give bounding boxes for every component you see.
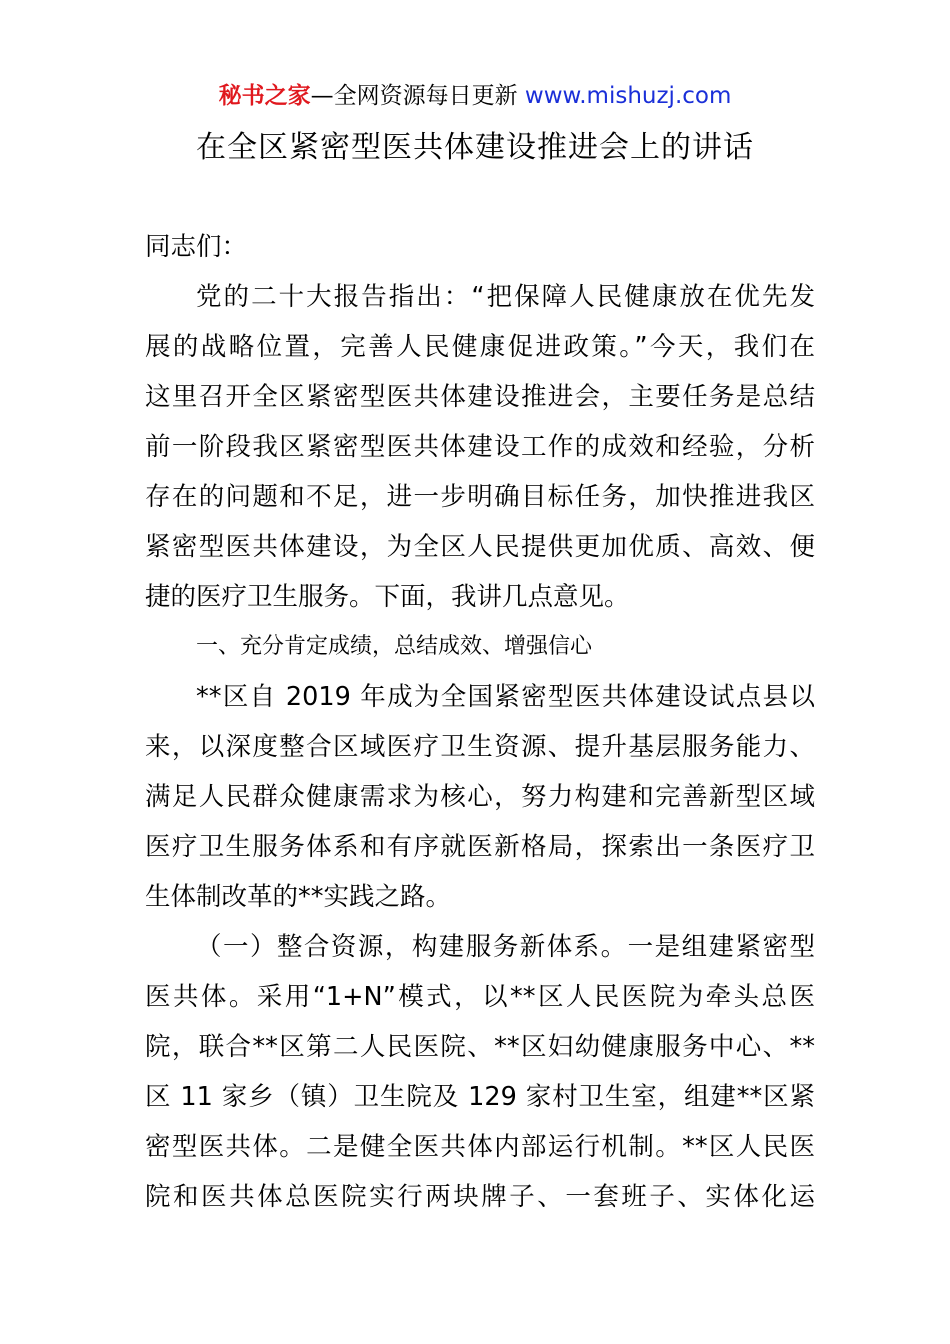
paragraph-line: 院，联合**区第二人民医院、**区妇幼健康服务中心、** (145, 1032, 815, 1062)
paragraph-line: 密型医共体。二是健全医共体内部运行机制。**区人民医 (145, 1132, 815, 1162)
section-heading: 一、充分肯定成绩，总结成效、增强信心 (196, 634, 593, 659)
paragraph-line: 前一阶段我区紧密型医共体建设工作的成效和经验，分析 (145, 432, 815, 462)
document-title: 在全区紧密型医共体建设推进会上的讲话 (196, 130, 754, 165)
paragraph-line: **区自 2019 年成为全国紧密型医共体建设试点县以 (196, 682, 815, 712)
paragraph-line: 这里召开全区紧密型医共体建设推进会，主要任务是总结 (145, 382, 815, 412)
paragraph-line: 区 11 家乡（镇）卫生院及 129 家村卫生室，组建**区紧 (145, 1082, 815, 1112)
header-tagline: —全网资源每日更新 (310, 83, 525, 109)
paragraph-line: （一）整合资源，构建服务新体系。一是组建紧密型 (196, 932, 815, 962)
brand-name: 秘书之家 (218, 83, 311, 109)
paragraph-line: 生体制改革的**实践之路。 (145, 882, 452, 912)
site-header (0, 80, 950, 112)
paragraph-line: 捷的医疗卫生服务。下面，我讲几点意见。 (145, 582, 630, 612)
paragraph-line: 存在的问题和不足，进一步明确目标任务，加快推进我区 (145, 482, 815, 512)
paragraph-line: 紧密型医共体建设，为全区人民提供更加优质、高效、便 (145, 532, 815, 562)
paragraph-line: 来，以深度整合区域医疗卫生资源、提升基层服务能力、 (145, 732, 815, 762)
document-body (145, 222, 815, 1222)
paragraph-line: 医疗卫生服务体系和有序就医新格局，探索出一条医疗卫 (145, 832, 815, 862)
paragraph-line: 党的二十大报告指出：“把保障人民健康放在优先发 (196, 282, 815, 312)
paragraph-line: 医共体。采用“1+N”模式，以**区人民医院为牵头总医 (145, 982, 815, 1012)
site-url[interactable]: www.mishuzj.com (524, 83, 732, 109)
salutation: 同志们： (145, 232, 248, 262)
paragraph-line: 展的战略位置，完善人民健康促进政策。”今天，我们在 (145, 332, 815, 362)
paragraph-line: 满足人民群众健康需求为核心，努力构建和完善新型区域 (145, 782, 815, 812)
paragraph-line: 院和医共体总医院实行两块牌子、一套班子、实体化运 (145, 1182, 815, 1212)
